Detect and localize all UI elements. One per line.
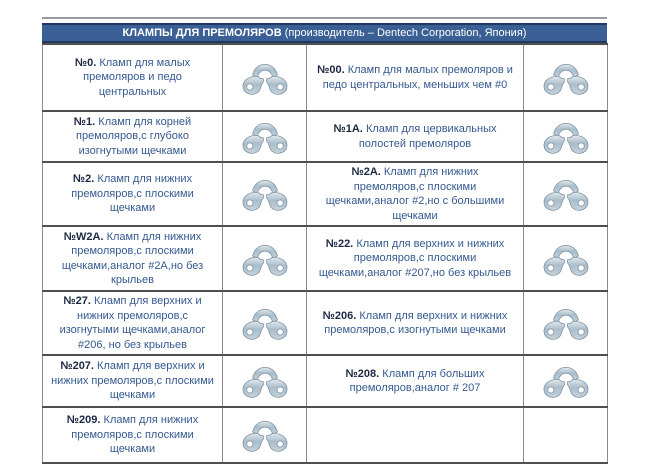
clamp-image-cell <box>524 407 608 463</box>
clamp-image-cell <box>223 226 307 291</box>
clamp-description-cell <box>307 226 524 291</box>
clamp-number: №1А. <box>333 122 363 135</box>
dental-clamp-icon <box>237 359 293 403</box>
clamp-number: №W2А. <box>63 230 104 243</box>
clamp-description: Кламп для верхних и нижних премоляров,с изогнутыми щечками <box>324 309 508 337</box>
clamp-description: Кламп для верхних и нижних премоляров,с плоскими щечками,аналог #207,но без крыльев <box>318 237 512 279</box>
table-row <box>43 291 608 355</box>
clamp-description-cell <box>43 226 223 291</box>
clamp-description-cell <box>43 355 223 407</box>
clamp-image-cell <box>223 355 307 407</box>
dental-clamp-icon <box>538 56 594 100</box>
dental-clamp-icon <box>237 56 293 100</box>
clamp-number: №207. <box>60 360 94 373</box>
table-title: КЛАМПЫ ДЛЯ ПРЕМОЛЯРОВ <box>122 27 282 39</box>
clamp-description-cell <box>43 407 223 463</box>
clamp-image-cell <box>524 355 608 407</box>
dental-clamp-icon <box>237 172 293 216</box>
dental-clamp-icon <box>237 115 293 159</box>
clamp-number: №22. <box>325 237 354 250</box>
clamp-number: №2А. <box>351 166 381 178</box>
clamp-description: Кламп для нижних премоляров,с плоскими щечками <box>71 173 194 215</box>
clamps-table <box>42 17 607 464</box>
clamp-image-cell <box>223 44 307 111</box>
table-row <box>43 407 608 463</box>
table-top-border <box>42 17 607 19</box>
table-row <box>43 226 608 291</box>
clamp-image-cell <box>223 407 307 463</box>
dental-clamp-icon <box>538 115 594 159</box>
dental-clamp-icon <box>237 413 293 457</box>
clamp-description-cell <box>307 162 524 226</box>
clamp-description: Кламп для цервикальных полостей премоляров <box>358 122 497 150</box>
dental-clamp-icon <box>237 301 293 345</box>
dental-clamp-icon <box>538 359 594 403</box>
dental-clamp-icon <box>538 301 594 345</box>
clamp-image-cell <box>223 162 307 226</box>
clamp-description: Кламп для нижних премоляров,с плоскими щечками <box>71 414 199 456</box>
table-row <box>43 162 608 226</box>
clamp-number: №209. <box>66 414 101 427</box>
clamp-description-cell <box>307 407 524 463</box>
clamp-image-cell <box>524 291 608 355</box>
clamp-description-cell <box>307 111 524 162</box>
table-row <box>43 44 608 111</box>
dental-clamp-icon <box>237 237 293 281</box>
clamp-number: №1. <box>73 115 96 128</box>
clamp-description: Кламп для корней премоляров,с глубоко изогнутыми щечками <box>76 115 192 157</box>
clamp-description: Кламп для больших премоляров,аналог # 207 <box>349 367 485 395</box>
clamp-image-cell <box>524 44 608 111</box>
clamp-number: №208. <box>345 367 380 380</box>
clamp-number: №0. <box>74 56 97 69</box>
table-row <box>43 355 608 407</box>
clamp-image-cell <box>524 162 608 226</box>
clamp-image-cell <box>223 111 307 162</box>
clamp-description: Кламп для нижних премоляров,с плоскими щечками,аналог #2А,но без крыльев <box>61 230 204 287</box>
clamp-description-cell <box>307 355 524 407</box>
clamp-description: Кламп для верхних и нижних премоляров,с изогнутыми щечками,аналог #206, но без крыльев <box>59 295 206 351</box>
clamp-description: Кламп для малых премоляров и педо центральных, меньших чем #0 <box>322 63 513 91</box>
clamp-description: Кламп для малых премоляров и педо центральных <box>83 56 191 98</box>
clamp-description-cell <box>43 44 223 111</box>
clamp-number: №27. <box>63 295 91 308</box>
clamp-image-cell <box>524 111 608 162</box>
clamp-number: №2. <box>72 173 95 186</box>
clamp-number: №206. <box>322 309 357 322</box>
clamp-image-cell <box>524 226 608 291</box>
clamps-grid <box>42 43 608 464</box>
clamp-description: Кламп для нижних премоляров,с плоскими щечками,аналог #2,но с большими щечками <box>325 166 505 222</box>
table-row <box>43 111 608 162</box>
clamp-description-cell <box>307 291 524 355</box>
clamp-image-cell <box>223 291 307 355</box>
dental-clamp-icon <box>538 172 594 216</box>
clamp-description-cell <box>43 162 223 226</box>
clamp-description-cell <box>43 291 223 355</box>
clamp-number: №00. <box>317 63 345 76</box>
table-subtitle: (производитель – Dentech Corporation, Япония) <box>281 27 527 39</box>
table-header <box>42 23 607 43</box>
clamp-description-cell <box>307 44 524 111</box>
clamp-description-cell <box>43 111 223 162</box>
clamp-description: Кламп для верхних и нижних премоляров,с плоскими щечками <box>51 360 214 402</box>
dental-clamp-icon <box>538 237 594 281</box>
